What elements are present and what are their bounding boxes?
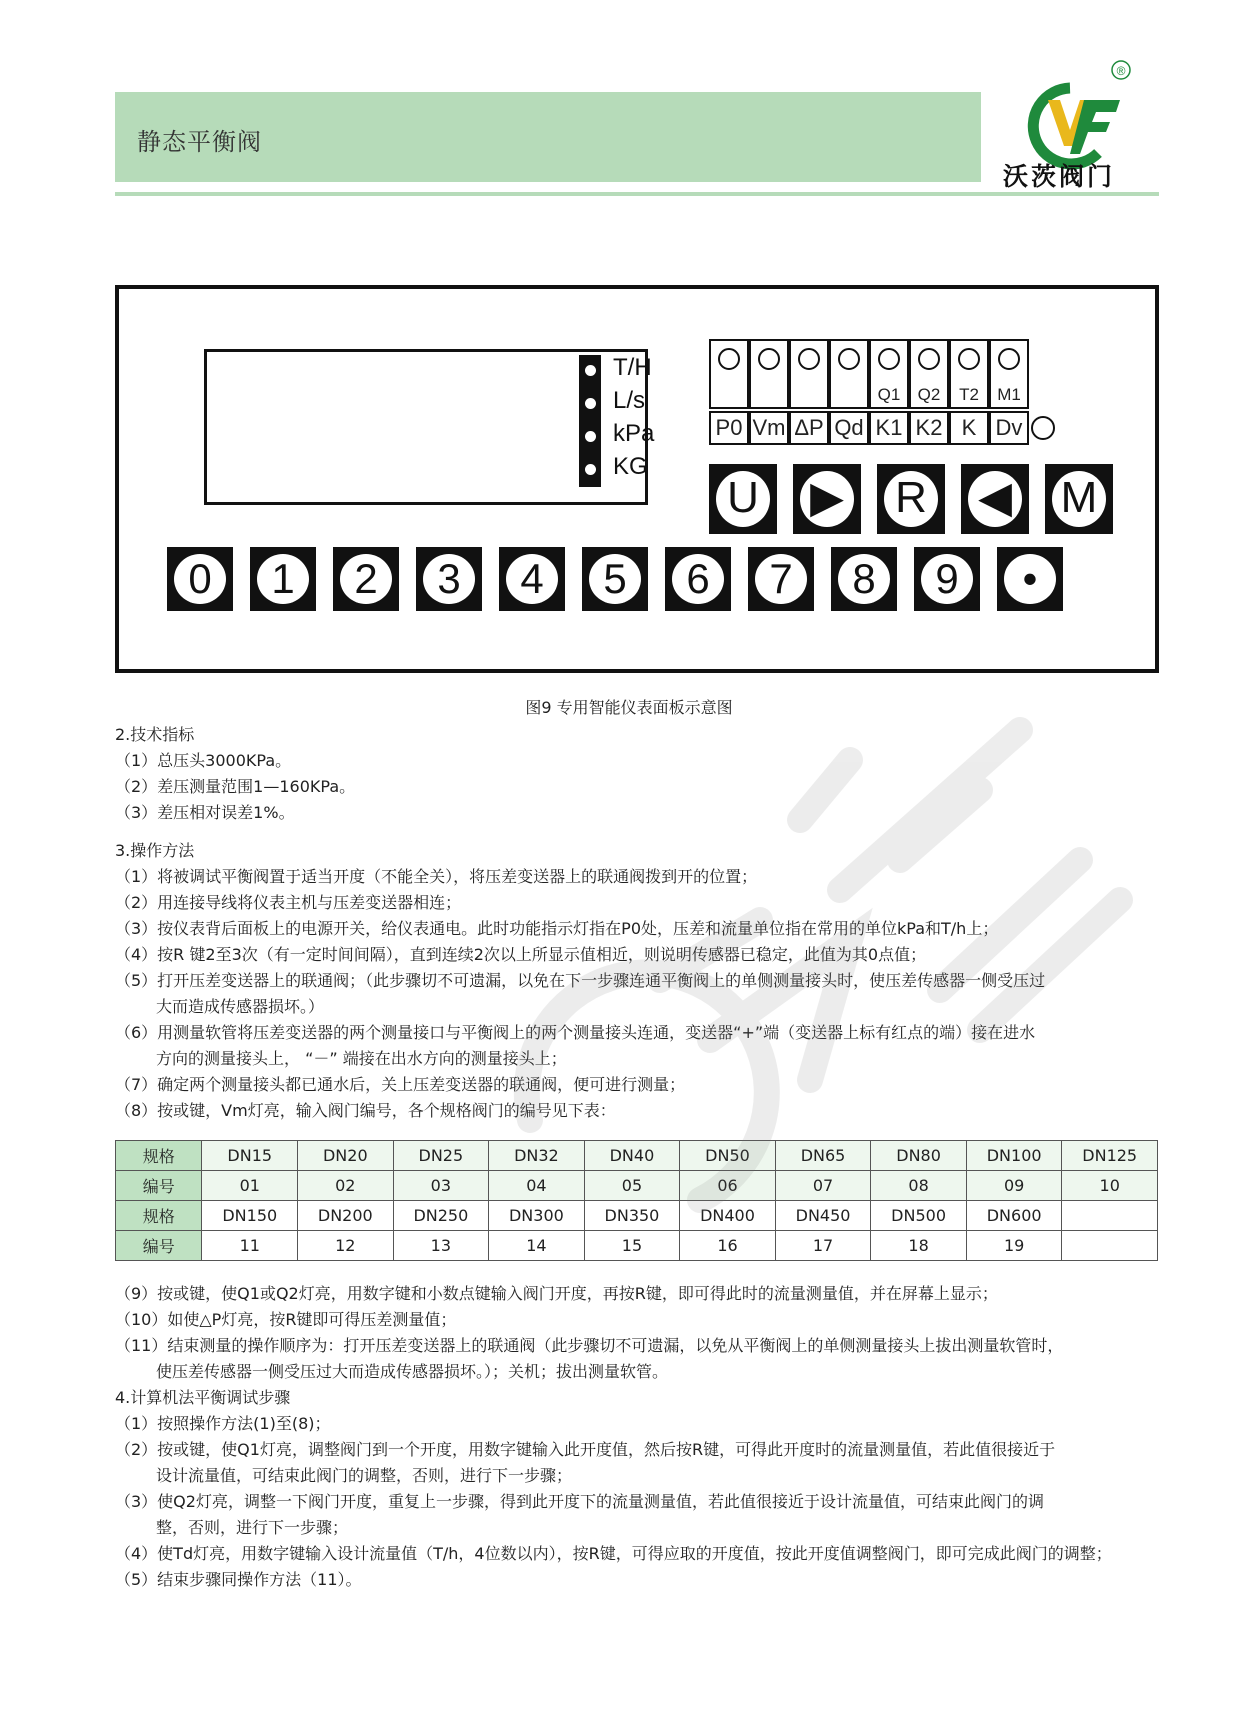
table-header-cell: 编号 bbox=[116, 1171, 202, 1201]
indicator-light-t2: T2 bbox=[949, 339, 989, 409]
table-cell: 09 bbox=[966, 1171, 1062, 1201]
table-cell bbox=[1062, 1201, 1158, 1231]
table-cell: 02 bbox=[298, 1171, 394, 1201]
function-key-p0[interactable]: P0 bbox=[709, 411, 749, 445]
table-cell: DN350 bbox=[584, 1201, 680, 1231]
table-header-cell: 编号 bbox=[116, 1231, 202, 1261]
indicator-light-m1: M1 bbox=[989, 339, 1029, 409]
function-key-vm[interactable]: Vm bbox=[749, 411, 789, 445]
unit-dot bbox=[585, 431, 596, 442]
key-8[interactable]: 8 bbox=[831, 547, 897, 611]
indicator-light bbox=[709, 339, 749, 409]
table-cell: 12 bbox=[298, 1231, 394, 1261]
function-key-dv[interactable]: Dv bbox=[989, 411, 1029, 445]
table-header-cell: 规格 bbox=[116, 1201, 202, 1231]
table-cell: DN125 bbox=[1062, 1141, 1158, 1171]
table-cell: 11 bbox=[202, 1231, 298, 1261]
table-header-cell: 规格 bbox=[116, 1141, 202, 1171]
table-cell: 04 bbox=[489, 1171, 585, 1201]
paragraph-line: （2）差压测量范围1—160KPa。 bbox=[115, 777, 356, 796]
paragraph-line: （4）使Td灯亮，用数字键输入设计流量值（T/h，4位数以内），按R键，可得应取的开度值，按此开度值调整阀门，即可完成此阀门的调整； bbox=[115, 1544, 1112, 1563]
unit-label-th: T/H bbox=[613, 354, 652, 381]
page-title: 静态平衡阀 bbox=[137, 128, 262, 156]
table-row bbox=[116, 1201, 1158, 1231]
table-cell: DN400 bbox=[680, 1201, 776, 1231]
key-m[interactable]: M bbox=[1045, 464, 1113, 534]
key-left[interactable]: ◀ bbox=[961, 464, 1029, 534]
paragraph-line: （11）结束测量的操作顺序为：打开压差变送器上的联通阀（此步骤切不可遗漏，以免从平衡阀上的单侧测量接头上拔出测量软管时， bbox=[115, 1336, 1064, 1355]
key-right[interactable]: ▶ bbox=[793, 464, 861, 534]
key-9[interactable]: 9 bbox=[914, 547, 980, 611]
function-key-k[interactable]: K bbox=[949, 411, 989, 445]
paragraph-line: （10）如使△P灯亮，按R键即可得压差测量值； bbox=[115, 1310, 457, 1329]
key-7[interactable]: 7 bbox=[748, 547, 814, 611]
table-cell: 06 bbox=[680, 1171, 776, 1201]
indicator-light bbox=[749, 339, 789, 409]
table-cell: DN20 bbox=[298, 1141, 394, 1171]
table-cell: 08 bbox=[871, 1171, 967, 1201]
table-cell: DN25 bbox=[393, 1141, 489, 1171]
table-row bbox=[116, 1141, 1158, 1171]
table-cell: DN150 bbox=[202, 1201, 298, 1231]
paragraph-line: 使压差传感器一侧受压过大而造成传感器损坏。）；关机；拔出测量软管。 bbox=[156, 1362, 669, 1381]
instrument-panel-figure bbox=[115, 285, 1159, 673]
table-cell: DN450 bbox=[775, 1201, 871, 1231]
table-cell: 15 bbox=[584, 1231, 680, 1261]
unit-label-kpa: kPa bbox=[613, 420, 655, 447]
paragraph-line: 大而造成传感器损坏。） bbox=[156, 997, 325, 1016]
unit-dot bbox=[585, 464, 596, 475]
unit-indicator-strip bbox=[579, 355, 601, 487]
table-cell: DN300 bbox=[489, 1201, 585, 1231]
indicator-light bbox=[829, 339, 869, 409]
table-cell: 17 bbox=[775, 1231, 871, 1261]
table-cell bbox=[1062, 1231, 1158, 1261]
section-heading: 4.计算机法平衡调试步骤 bbox=[115, 1388, 291, 1407]
paragraph-line: （6）用测量软管将压差变送器的两个测量接口与平衡阀上的两个测量接头连通，变送器“+”端（变送器上标有红点的端）接在进水 bbox=[115, 1023, 1036, 1042]
unit-label-ls: L/s bbox=[613, 387, 646, 414]
registered-mark: ® bbox=[1116, 64, 1126, 78]
lcd-screen bbox=[204, 349, 655, 505]
table-cell: DN500 bbox=[871, 1201, 967, 1231]
unit-label-kg: KG bbox=[613, 453, 648, 480]
paragraph-line: （2）用连接导线将仪表主机与压差变送器相连； bbox=[115, 893, 462, 912]
paragraph-line: （7）确定两个测量接头都已通水后，关上压差变送器的联通阀，便可进行测量； bbox=[115, 1075, 686, 1094]
table-cell: DN40 bbox=[584, 1141, 680, 1171]
table-cell: 01 bbox=[202, 1171, 298, 1201]
paragraph-line: （4）按R 键2至3次（有一定时间间隔），直到连续2次以上所显示值相近，则说明传感器已稳定，此值为其0点值； bbox=[115, 945, 927, 964]
table-cell: 03 bbox=[393, 1171, 489, 1201]
paragraph-line: （1）将被调试平衡阀置于适当开度（不能全关），将压差变送器上的联通阀拨到开的位置； bbox=[115, 867, 758, 886]
table-cell: DN65 bbox=[775, 1141, 871, 1171]
header-bar bbox=[115, 92, 981, 182]
table-cell: 10 bbox=[1062, 1171, 1158, 1201]
paragraph-line: 整，否则，进行下一步骤； bbox=[156, 1518, 349, 1537]
key-5[interactable]: 5 bbox=[582, 547, 648, 611]
table-cell: DN200 bbox=[298, 1201, 394, 1231]
key-6[interactable]: 6 bbox=[665, 547, 731, 611]
paragraph-line: （1）总压头3000KPa。 bbox=[115, 751, 292, 770]
table-cell: 13 bbox=[393, 1231, 489, 1261]
indicator-light bbox=[789, 339, 829, 409]
table-cell: DN50 bbox=[680, 1141, 776, 1171]
section-heading: 3.操作方法 bbox=[115, 841, 195, 860]
section-heading: 2.技术指标 bbox=[115, 725, 195, 744]
paragraph-line: （3）差压相对误差1%。 bbox=[115, 803, 295, 822]
figure-caption: 图9 专用智能仪表面板示意图 bbox=[525, 698, 733, 717]
table-cell: 19 bbox=[966, 1231, 1062, 1261]
table-cell: DN15 bbox=[202, 1141, 298, 1171]
paragraph-line: 设计流量值，可结束此阀门的调整，否则，进行下一步骤； bbox=[156, 1466, 573, 1485]
indicator-light-q1: Q1 bbox=[869, 339, 909, 409]
table-cell: 18 bbox=[871, 1231, 967, 1261]
brand-name: 沃茨阀门 bbox=[1003, 162, 1116, 191]
key-4[interactable]: 4 bbox=[499, 547, 565, 611]
indicator-light-q2: Q2 bbox=[909, 339, 949, 409]
key-2[interactable]: 2 bbox=[333, 547, 399, 611]
valve-spec-table bbox=[115, 1140, 1158, 1261]
table-row bbox=[116, 1231, 1158, 1261]
paragraph-line: （1）按照操作方法(1)至(8)； bbox=[115, 1414, 331, 1433]
paragraph-line: 方向的测量接头上， “－” 端接在出水方向的测量接头上； bbox=[156, 1049, 567, 1068]
function-key-qd[interactable]: Qd bbox=[829, 411, 869, 445]
table-cell: DN600 bbox=[966, 1201, 1062, 1231]
table-cell: 07 bbox=[775, 1171, 871, 1201]
paragraph-line: （3）按仪表背后面板上的电源开关，给仪表通电。此时功能指示灯指在P0处，压差和流量单位指在常用的单位kPa和T/h上； bbox=[115, 919, 999, 938]
paragraph-line: （8）按或键，Vm灯亮，输入阀门编号，各个规格阀门的编号见下表： bbox=[115, 1101, 616, 1120]
dv-indicator-circle bbox=[1031, 416, 1055, 440]
function-key-k2[interactable]: K2 bbox=[909, 411, 949, 445]
paragraph-line: （5）打开压差变送器上的联通阀；（此步骤切不可遗漏，以免在下一步骤连通平衡阀上的单侧测量接头时，使压差传感器一侧受压过 bbox=[115, 971, 1046, 990]
table-row bbox=[116, 1171, 1158, 1201]
table-cell: 16 bbox=[680, 1231, 776, 1261]
key-u[interactable]: U bbox=[709, 464, 777, 534]
paragraph-line: （5）结束步骤同操作方法（11）。 bbox=[115, 1570, 362, 1589]
function-key-k1[interactable]: K1 bbox=[869, 411, 909, 445]
table-cell: 05 bbox=[584, 1171, 680, 1201]
key-1[interactable]: 1 bbox=[250, 547, 316, 611]
unit-dot bbox=[585, 398, 596, 409]
unit-dot bbox=[585, 365, 596, 376]
paragraph-line: （2）按或键，使Q1灯亮，调整阀门到一个开度，用数字键输入此开度值，然后按R键，可得此开度时的流量测量值，若此值很接近于 bbox=[115, 1440, 1056, 1459]
key-0[interactable]: 0 bbox=[167, 547, 233, 611]
function-key-dp[interactable]: ΔP bbox=[789, 411, 829, 445]
table-cell: DN100 bbox=[966, 1141, 1062, 1171]
table-cell: DN32 bbox=[489, 1141, 585, 1171]
key-3[interactable]: 3 bbox=[416, 547, 482, 611]
table-cell: 14 bbox=[489, 1231, 585, 1261]
paragraph-line: （9）按或键，使Q1或Q2灯亮，用数字键和小数点键输入阀门开度，再按R键，即可得此时的流量测量值，并在屏幕上显示； bbox=[115, 1284, 998, 1303]
table-cell: DN250 bbox=[393, 1201, 489, 1231]
paragraph-line: （3）使Q2灯亮，调整一下阀门开度，重复上一步骤，得到此开度下的流量测量值，若此值很接近于设计流量值，可结束此阀门的调 bbox=[115, 1492, 1044, 1511]
key-dot[interactable]: • bbox=[997, 547, 1063, 611]
key-r[interactable]: R bbox=[877, 464, 945, 534]
table-cell: DN80 bbox=[871, 1141, 967, 1171]
